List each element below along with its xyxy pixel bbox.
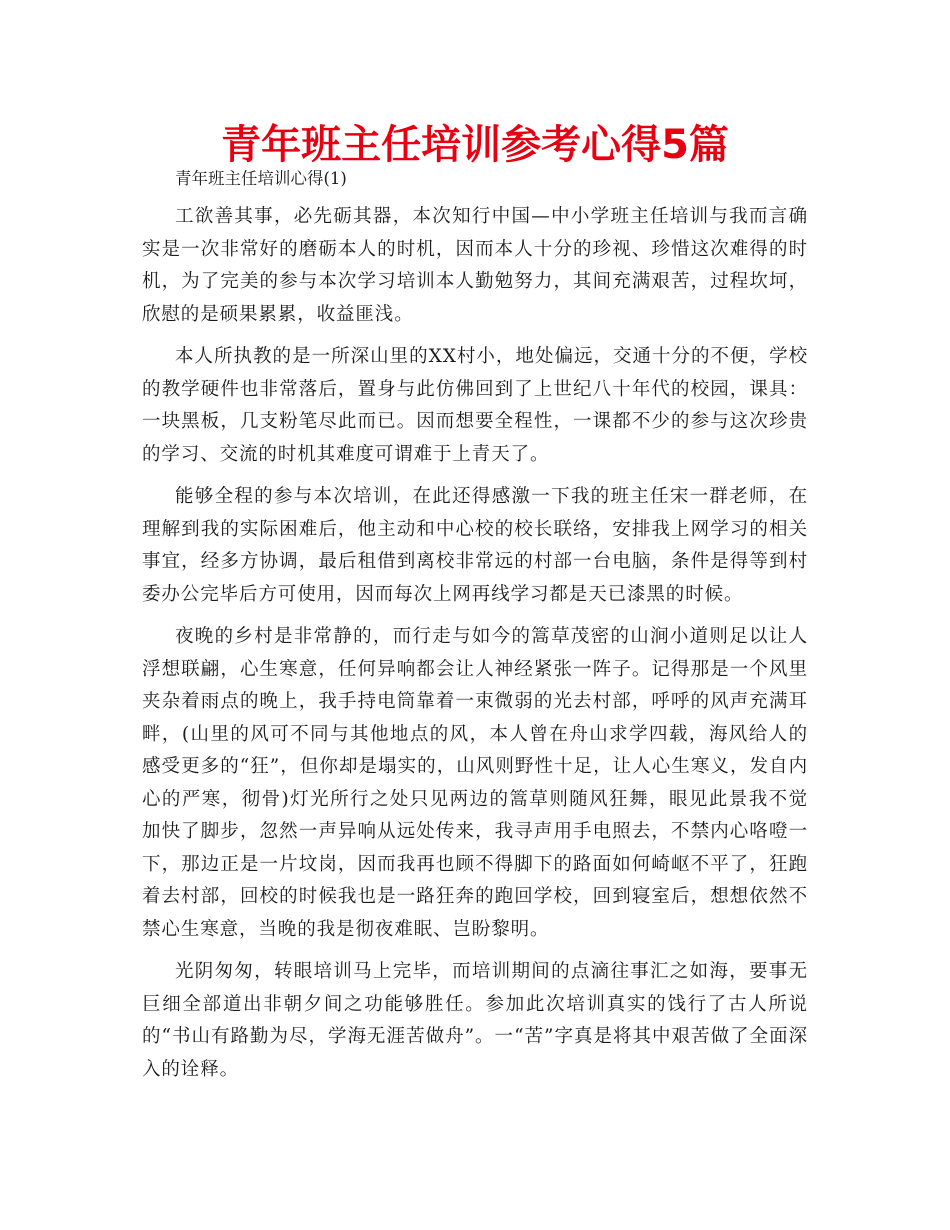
- paragraph-5: 光阴匆匆，转眼培训马上完毕，而培训期间的点滴往事汇之如海，要事无巨细全部道出非朝夕间之功能够胜任。参加此次培训真实的饯行了古人所说的“书山有路勤为尽，学海无涯苦做舟”。一“苦”字真是将其中艰苦做了全面深入的诠释。: [142, 961, 808, 1080]
- document-title: 青年班主任培训参考心得5篇: [221, 122, 729, 168]
- document-body: [142, 165, 808, 1086]
- paragraph-4: 夜晚的乡村是非常静的，而行走与如今的篙草茂密的山涧小道则足以让人浮想联翩，心生寒意，任何异响都会让人神经紧张一阵子。记得那是一个风里夹杂着雨点的晚上，我手持电筒靠着一束微弱的光去村部，呼呼的风声充满耳畔，(山里的风可不同与其他地点的风，本人曾在舟山求学四载，海风给人的感受更多的“狂”，但你却是塌实的，山风则野性十足，让人心生寒义，发自内心的严寒，彻骨)灯光所行之处只见两边的篙草则随风狂舞，眼见此景我不觉加快了脚步，忽然一声异响从远处传来，我寻声用手电照去，不禁内心咯噔一下，那边正是一片坟岗，因而我再也顾不得脚下的路面如何崎岖不平了，狂跑着去村部，回校的时候我也是一路狂奔的跑回学校，回到寝室后，想想依然不禁心生寒意，当晚的我是彻夜难眠、岂盼黎明。: [142, 626, 808, 940]
- paragraph-1: 工欲善其事，必先砺其器，本次知行中国—中小学班主任培训与我而言确实是一次非常好的磨砺本人的时机，因而本人十分的珍视、珍惜这次难得的时机，为了完美的参与本次学习培训本人勤勉努力，其间充满艰苦，过程坎坷，欣慰的是硕果累累，收益匪浅。: [142, 206, 808, 325]
- paragraph-3: 能够全程的参与本次培训，在此还得感激一下我的班主任宋一群老师，在理解到我的实际困难后，他主动和中心校的校长联络，安排我上网学习的相关事宜，经多方协调，最后租借到离校非常远的村部一台电脑，条件是得等到村委办公完毕后方可使用，因而每次上网再线学习都是天已漆黑的时候。: [142, 486, 808, 605]
- section-subtitle: 青年班主任培训心得(1): [175, 169, 347, 188]
- paragraph-2: 本人所执教的是一所深山里的XX村小，地处偏远，交通十分的不便，学校的教学硬件也非常落后，置身与此仿佛回到了上世纪八十年代的校园，课具：一块黑板，几支粉笔尽此而已。因而想要全程性，一课都不少的参与这次珍贵的学习、交流的时机其难度可谓难于上青天了。: [142, 346, 808, 465]
